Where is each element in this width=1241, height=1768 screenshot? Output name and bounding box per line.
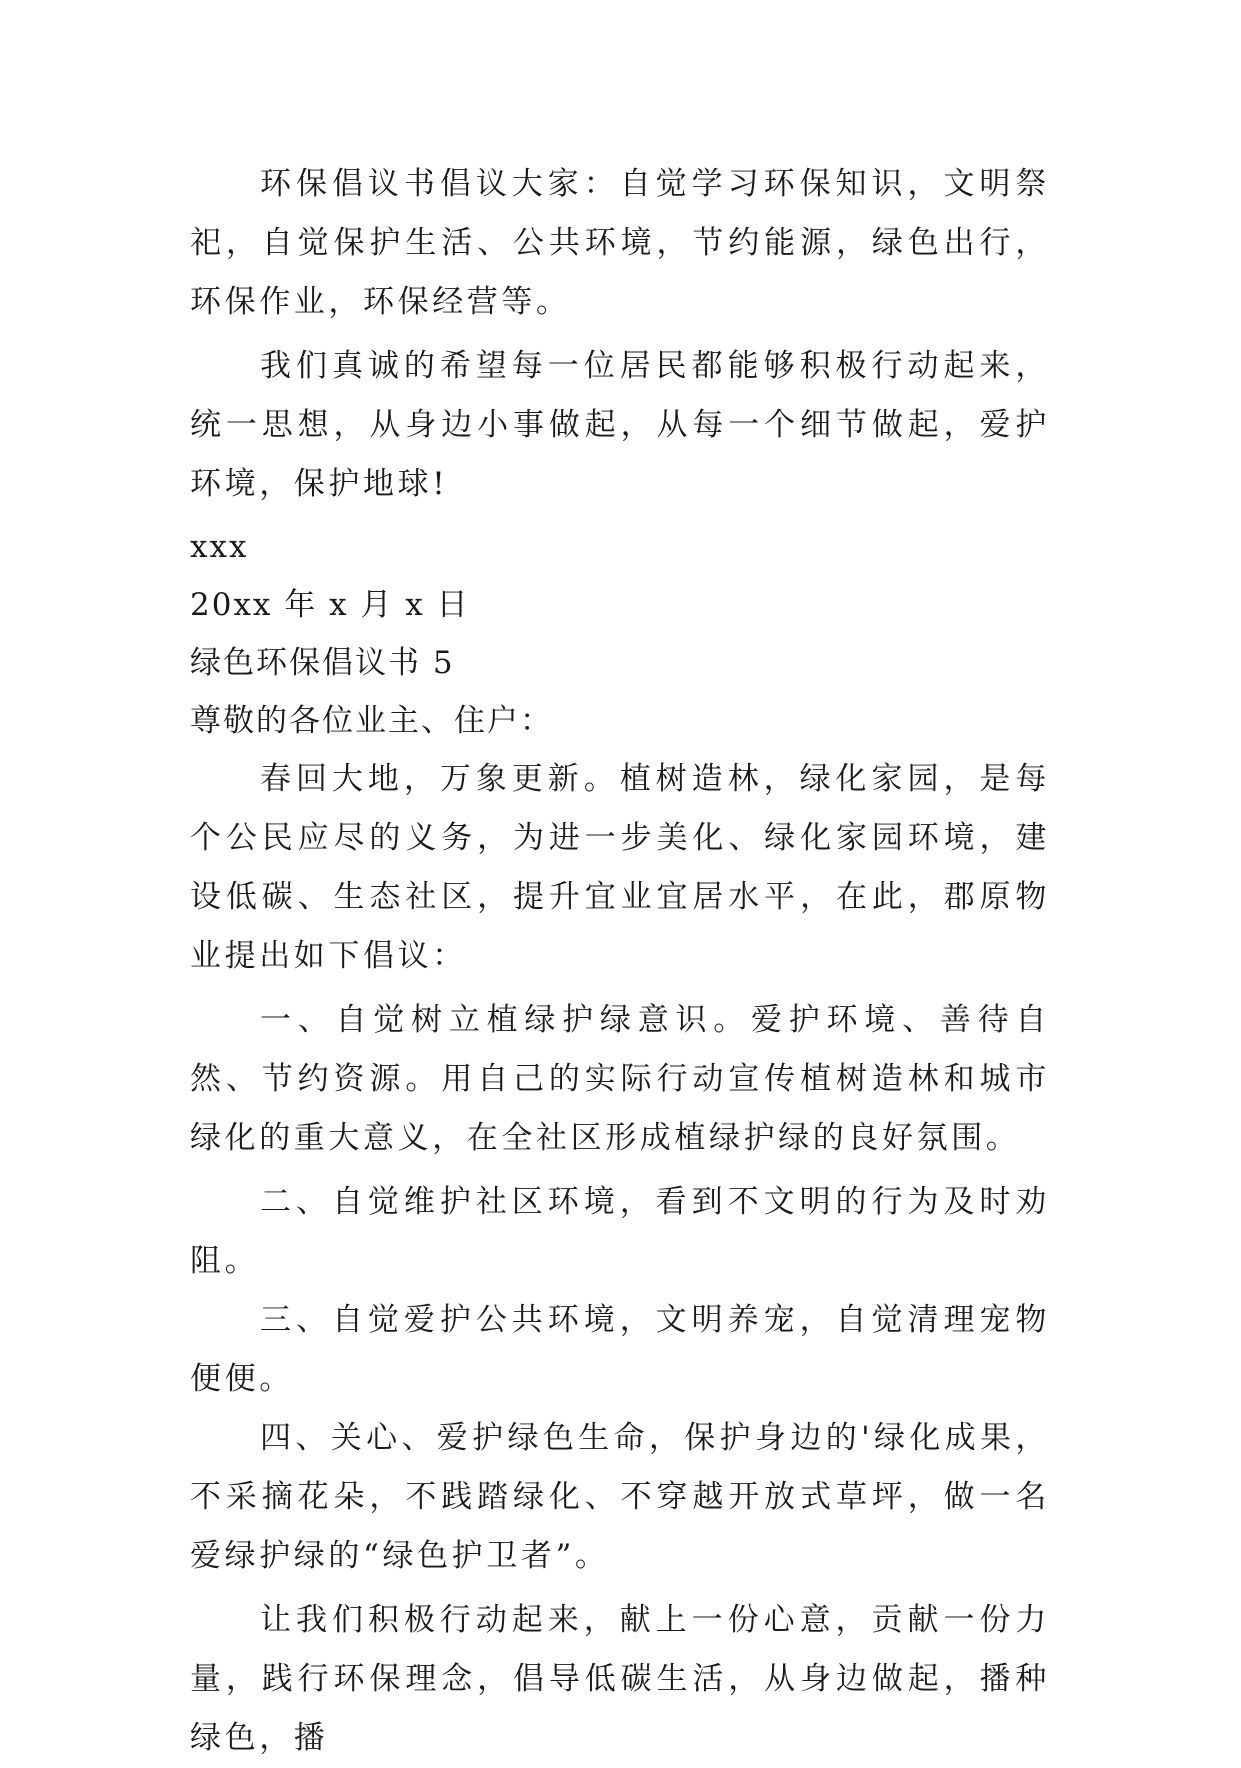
paragraph-spring-intro: 春回大地，万象更新。植树造林，绿化家园，是每个公民应尽的义务，为进一步美化、绿化家园环境，建设低碳、生态社区，提升宜业宜居水平，在此，郡原物业提出如下倡议： (190, 761, 1050, 974)
paragraph-item-three: 三、自觉爱护公共环境，文明养宠，自觉清理宠物便便。 (190, 1302, 1050, 1397)
paragraph-item-two: 二、自觉维护社区环境，看到不文明的行为及时劝阻。 (190, 1184, 1050, 1279)
paragraph-appeal-to-residents: 我们真诚的希望每一位居民都能够积极行动起来，统一思想，从身边小事做起，从每一个细节做起，爱护环境，保护地球! (190, 348, 1050, 502)
paragraph-call-to-action: 让我们积极行动起来，献上一份心意，贡献一份力量，践行环保理念，倡导低碳生活，从身边做起，播种绿色，播 (190, 1602, 1050, 1756)
paragraph-item-one: 一、自觉树立植绿护绿意识。爱护环境、善待自然、节约资源。用自己的实际行动宣传植树造林和城市绿化的重大意义，在全社区形成植绿护绿的良好氛围。 (190, 1002, 1050, 1156)
paragraph-item-four: 四、关心、爱护绿色生命，保护身边的'绿化成果，不采摘花朵，不践踏绿化、不穿越开放式草坪，做一名爱绿护绿的“绿色护卫者”。 (190, 1420, 1050, 1574)
section-title: 绿色环保倡议书 5 (190, 645, 455, 681)
date-line: 20xx 年 x 月 x 日 (190, 587, 470, 623)
signature: xxx (190, 529, 249, 565)
document-body (190, 155, 1050, 1768)
salutation: 尊敬的各位业主、住户： (190, 703, 553, 739)
paragraph-environmental-initiative: 环保倡议书倡议大家：自觉学习环保知识，文明祭祀，自觉保护生活、公共环境，节约能源，绿色出行，环保作业，环保经营等。 (190, 166, 1050, 320)
